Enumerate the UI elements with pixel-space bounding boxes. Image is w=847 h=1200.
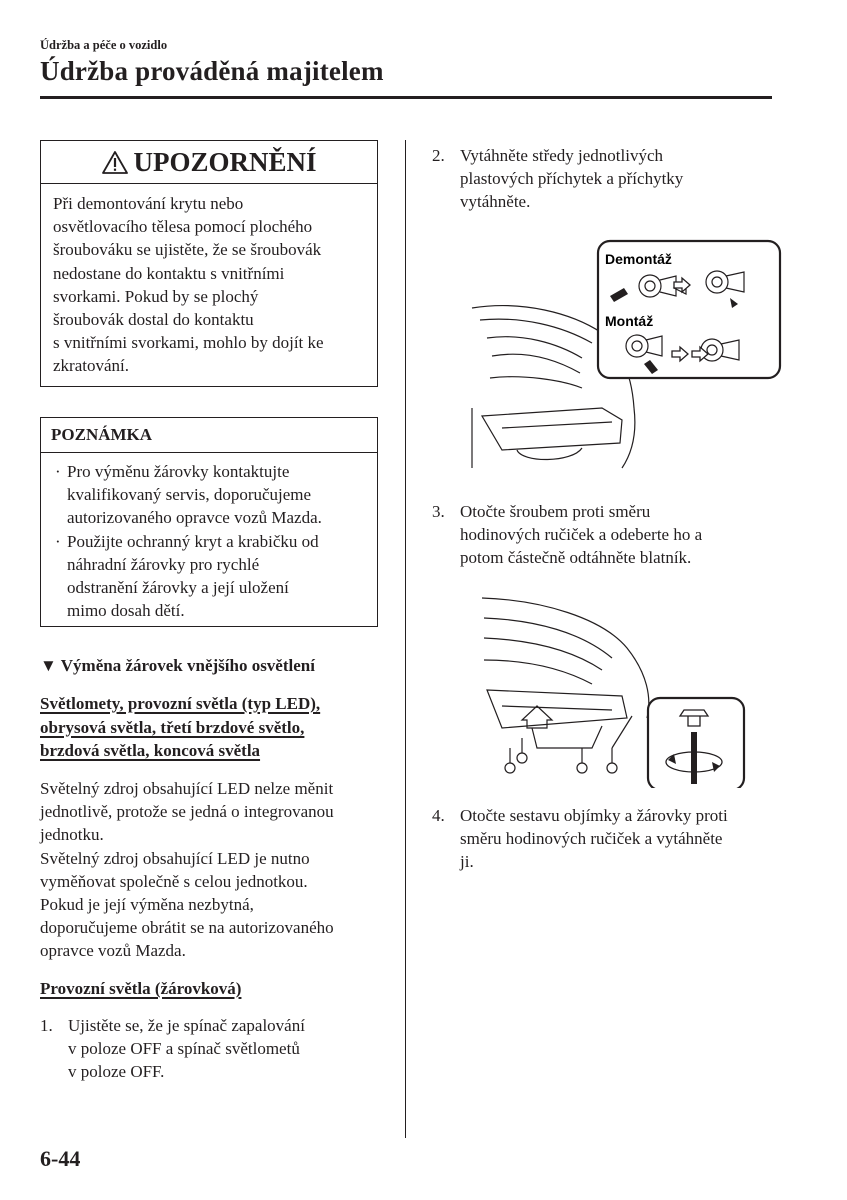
step-number: 3. (432, 502, 445, 521)
step-line: Otočte šroubem proti směru (460, 502, 651, 521)
note-item (55, 530, 369, 623)
led-heading (40, 692, 320, 763)
step-number: 1. (40, 1016, 53, 1035)
step-line: Otočte sestavu objímky a žárovky proti (460, 806, 728, 825)
led-line: vyměňovat společně s celou jednotkou. (40, 871, 308, 891)
column-divider (405, 140, 406, 1138)
warning-line: šroubovák dostal do kontaktu (53, 310, 254, 330)
step-line: v poloze OFF. (68, 1062, 165, 1082)
warning-line: Při demontování krytu nebo (53, 194, 244, 213)
led-line: jednotku. (40, 825, 104, 845)
note-line: odstranění žárovky a její uložení (67, 578, 289, 598)
note-line: náhradní žárovky pro rychlé (67, 554, 260, 574)
step-text (460, 500, 702, 570)
note-line: mimo dosah dětí. (67, 601, 185, 621)
page-number: 6-44 (40, 1146, 81, 1171)
step-text (68, 1014, 305, 1084)
warning-line: osvětlovacího tělesa pomocí plochého (53, 217, 313, 237)
page-title: Údržba prováděná majitelem (40, 56, 384, 86)
warning-text (41, 184, 377, 378)
note-item (55, 460, 369, 530)
warning-box (40, 140, 378, 387)
step-line: potom částečně odtáhněte blatník. (460, 548, 692, 568)
step-text (460, 144, 683, 214)
step-line: hodinových ručiček a odeberte ho a (460, 525, 703, 545)
step-2 (432, 144, 772, 216)
warning-title: UPOZORNĚNÍ (133, 146, 317, 177)
led-line: Světelný zdroj obsahující LED nelze měnit (40, 779, 334, 798)
step-line: ji. (460, 852, 474, 872)
step-number: 2. (432, 146, 445, 165)
bulb-heading-text: Provozní světla (žárovková) (40, 979, 242, 998)
step-text (460, 804, 728, 874)
note-list (41, 453, 377, 622)
note-title: POZNÁMKA (41, 418, 377, 453)
warning-header (41, 141, 377, 184)
led-line: Světelný zdroj obsahující LED je nutno (40, 848, 310, 868)
led-heading-line: brzdová světla, koncová světla (40, 741, 261, 760)
note-box (40, 417, 378, 627)
step-line: směru hodinových ručiček a vytáhněte (460, 829, 723, 849)
step-line: Ujistěte se, že je spínač zapalování (68, 1016, 305, 1035)
subsection-heading: ▼ Výměna žárovek vnějšího osvětlení (40, 656, 315, 675)
led-paragraph (40, 777, 390, 963)
led-line: doporučujeme obrátit se na autorizovaného (40, 918, 334, 938)
led-heading-line: obrysová světla, třetí brzdové světlo, (40, 717, 305, 737)
note-line: · Pro výměnu žárovky kontaktujte (67, 462, 290, 481)
title-rule (40, 96, 772, 99)
step-number: 4. (432, 806, 445, 825)
figure-screw-removal (462, 588, 762, 788)
step-line: vytáhněte. (460, 192, 531, 212)
warning-line: svorkami. Pokud by se plochý (53, 286, 259, 306)
led-line: Pokud je její výměna nezbytná, (40, 895, 254, 915)
label-remove: Demontáž (605, 251, 672, 267)
figure-clip-removal (462, 238, 782, 473)
fender-drawing (482, 598, 649, 773)
note-line: kvalifikovaný servis, doporučujeme (67, 485, 312, 505)
led-heading-line: Světlomety, provozní světla (typ LED), (40, 694, 321, 713)
label-install: Montáž (605, 313, 654, 329)
step-3 (432, 500, 772, 572)
section-label: Údržba a péče o vozidlo (40, 38, 168, 52)
step-1 (40, 1014, 390, 1086)
bulb-heading (40, 977, 241, 1001)
warning-line: nedostane do kontaktu s vnitřními (53, 263, 285, 283)
step-line: plastových příchytek a příchytky (460, 169, 684, 189)
step-4 (432, 804, 772, 876)
led-line: jednotlivě, protože se jedná o integrovanou (40, 802, 334, 822)
warning-line: s vnitřními svorkami, mohlo by dojít ke (53, 333, 324, 353)
note-line: · Použijte ochranný kryt a krabičku od (67, 531, 319, 551)
led-line: opravce vozů Mazda. (40, 941, 186, 961)
warning-line: šroubováku se ujistěte, že se šroubovák (53, 240, 322, 260)
step-line: Vytáhněte středy jednotlivých (460, 146, 664, 165)
warning-line: zkratování. (53, 356, 129, 376)
warning-triangle-icon (101, 150, 129, 175)
note-line: autorizovaného opravce vozů Mazda. (67, 508, 322, 528)
step-line: v poloze OFF a spínač světlometů (68, 1039, 300, 1059)
